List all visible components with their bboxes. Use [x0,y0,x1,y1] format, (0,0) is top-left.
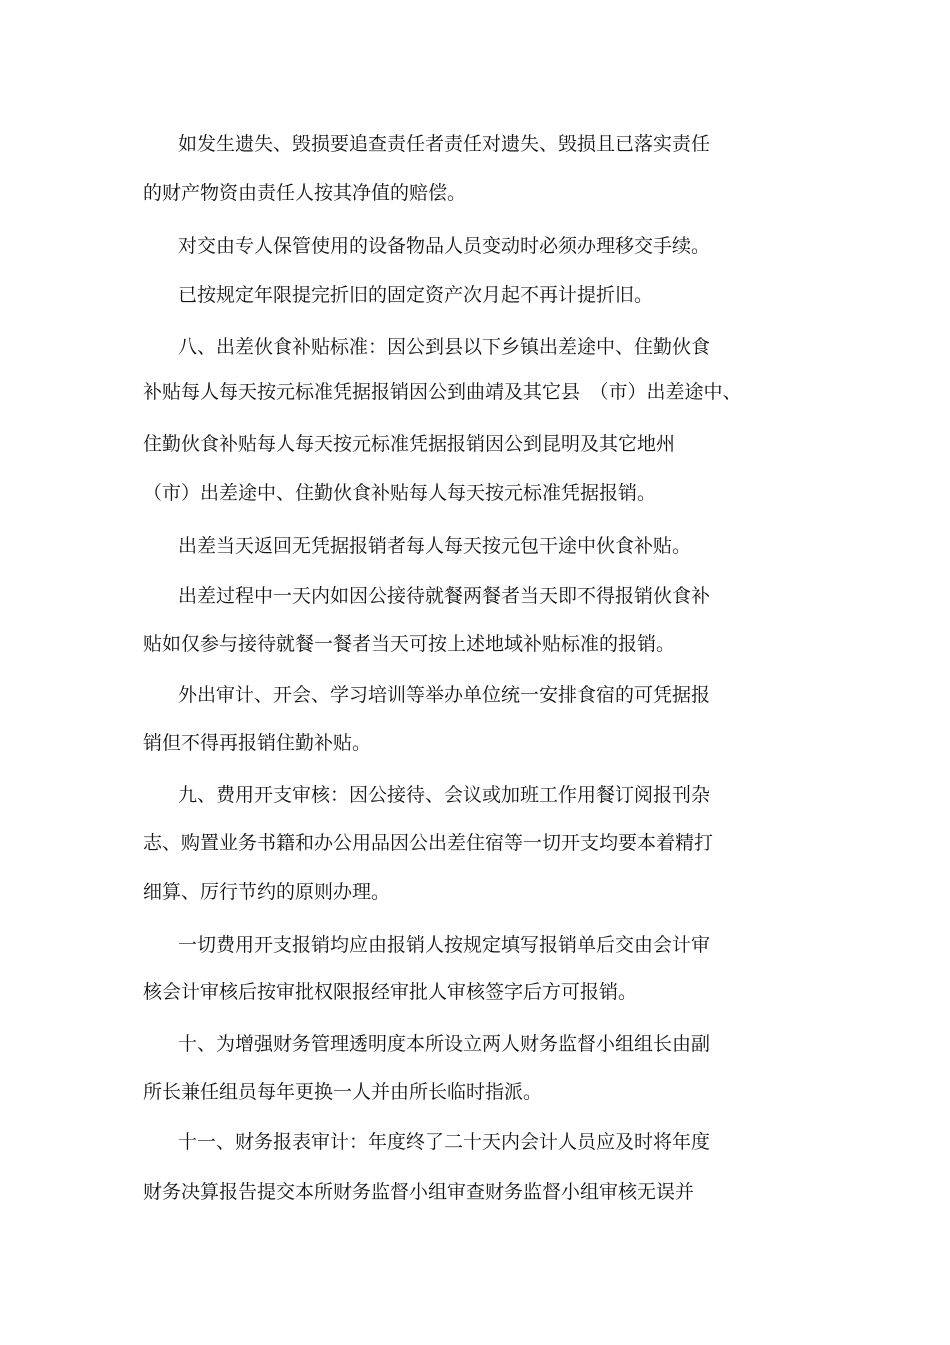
text-line: 细算、厉行节约的原则办理。 [143,881,391,903]
text-line: 八、出差伙食补贴标准：因公到县以下乡镇出差途中、住勤伙食 [178,336,711,358]
text-line: （市）出差途中、住勤伙食补贴每人每天按元标准凭据报销。 [143,482,657,504]
text-line: 外出审计、开会、学习培训等举办单位统一安排食宿的可凭据报 [178,684,711,706]
text-line: 出差过程中一天内如因公接待就餐两餐者当天即不得报销伙食补 [178,585,711,607]
text-line: 贴如仅参与接待就餐一餐者当天可按上述地域补贴标准的报销。 [143,633,676,655]
text-line: 所长兼任组员每年更换一人并由所长临时指派。 [143,1081,543,1103]
text-line: 住勤伙食补贴每人每天按元标准凭据报销因公到昆明及其它地州 [143,433,676,455]
text-line: 已按规定年限提完折旧的固定资产次月起不再计提折旧。 [178,284,654,306]
text-line: 的财产物资由责任人按其净值的赔偿。 [143,182,467,204]
text-line: 一切费用开支报销均应由报销人按规定填写报销单后交由会计审 [178,934,711,956]
text-line: 对交由专人保管使用的设备物品人员变动时必须办理移交手续。 [178,235,711,257]
text-line: 如发生遗失、毁损要追查责任者责任对遗失、毁损且已落实责任 [178,133,711,155]
text-line: 志、购置业务书籍和办公用品因公出差住宿等一切开支均要本着精打 [143,832,714,854]
text-line: 财务决算报告提交本所财务监督小组审查财务监督小组审核无误并 [143,1181,695,1203]
text-line: 十一、财务报表审计：年度终了二十天内会计人员应及时将年度 [178,1131,711,1153]
text-line: 十、为增强财务管理透明度本所设立两人财务监督小组组长由副 [178,1033,711,1055]
text-line: 销但不得再报销住勤补贴。 [143,732,372,754]
text-line: 出差当天返回无凭据报销者每人每天按元包干途中伙食补贴。 [178,535,692,557]
text-line: 核会计审核后按审批权限报经审批人审核签字后方可报销。 [143,981,638,1003]
text-line: 九、费用开支审核：因公接待、会议或加班工作用餐订阅报刊杂 [178,784,711,806]
text-line: 补贴每人每天按元标准凭据报销因公到曲靖及其它县 （市）出差途中、 [143,381,742,403]
